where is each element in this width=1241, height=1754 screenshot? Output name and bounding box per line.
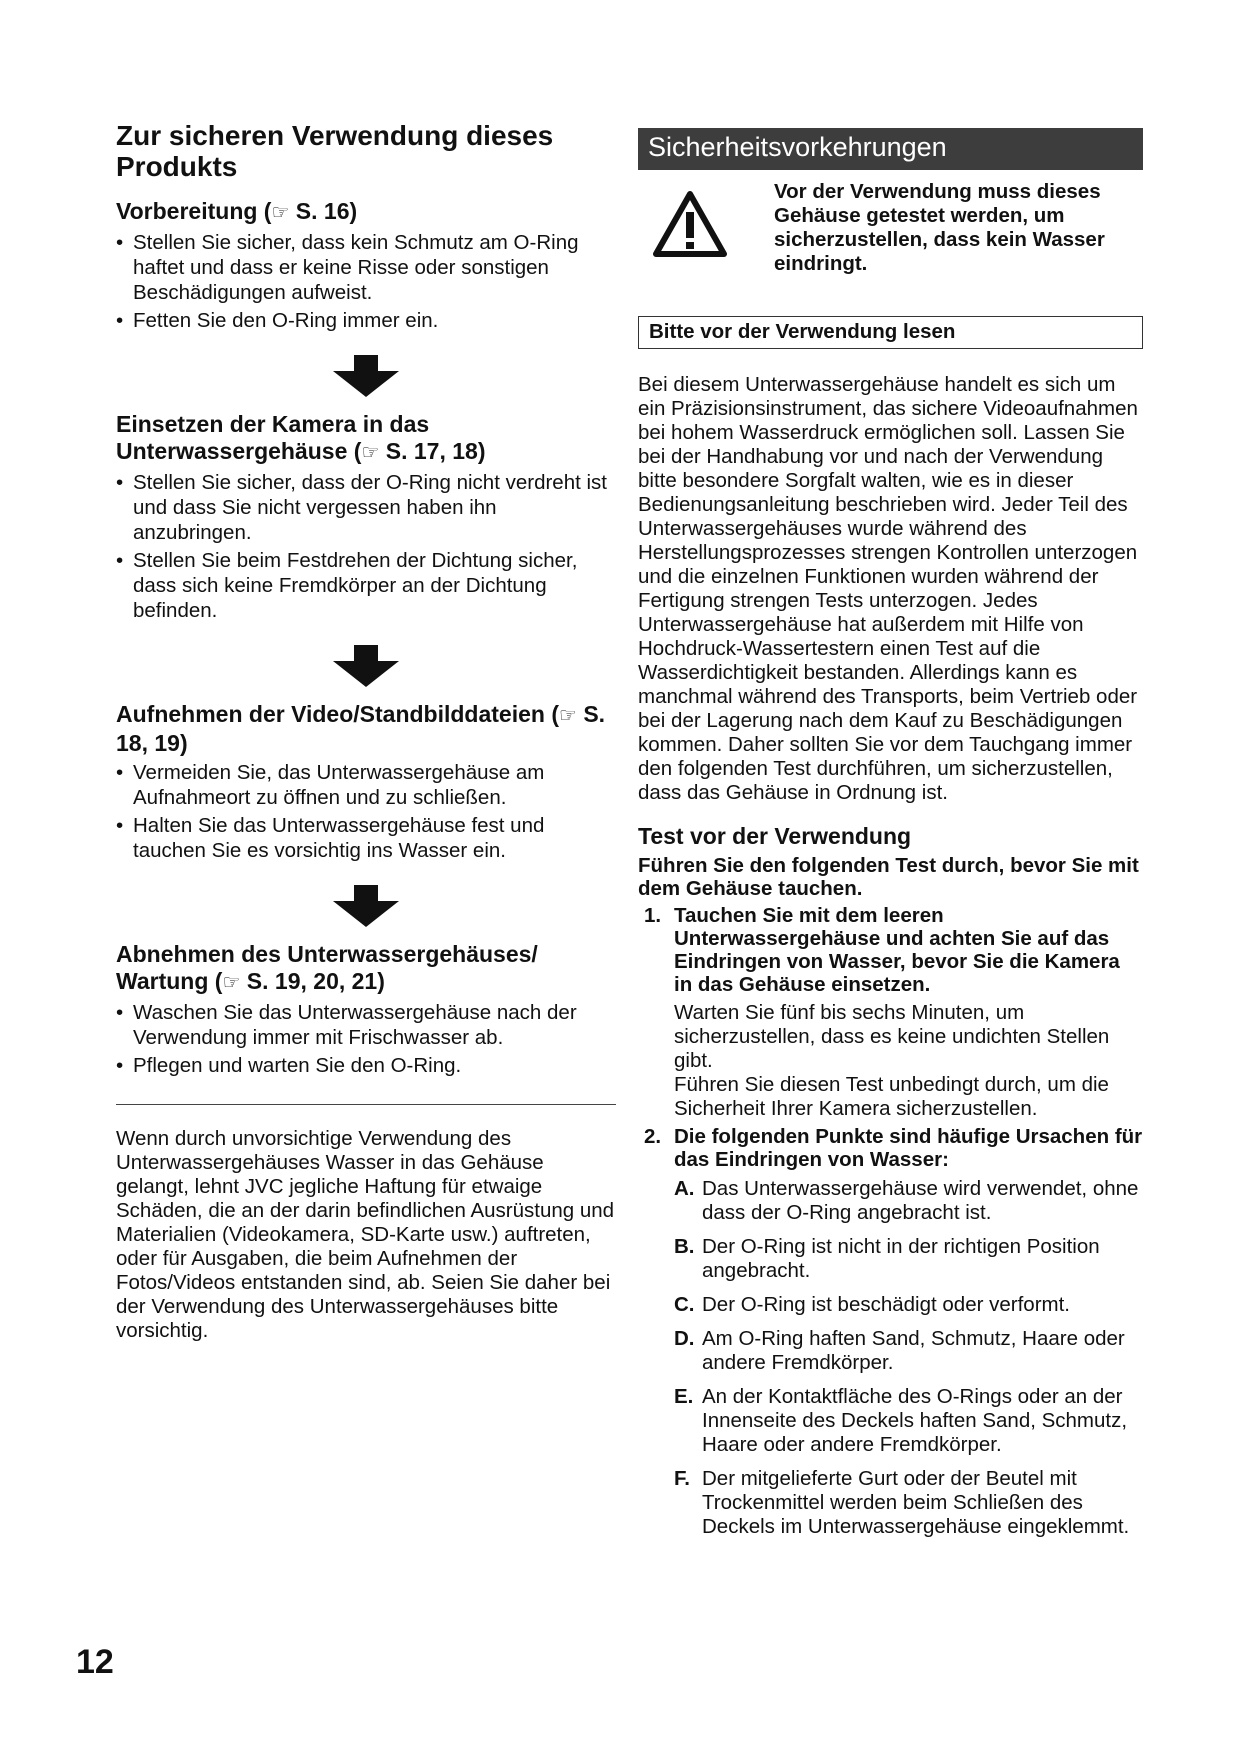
list-item: E. An der Kontaktfläche des O-Rings oder an der Innenseite des Deckels haften Sand, Schmutz, Haare oder andere Fremdkörper. (674, 1385, 1128, 1456)
page-number: 12 (76, 1643, 114, 1681)
list-item: F. Der mitgelieferte Gurt oder der Beutel mit Trockenmittel werden beim Schließen des Deckels im Unterwassergehäuse eingeklemmt. (674, 1467, 1130, 1538)
list-item: • Halten Sie das Unterwassergehäuse fest und tauchen Sie es vorsichtig ins Wasser ein. (116, 813, 616, 863)
down-arrow-icon (333, 885, 399, 927)
bullet-list (116, 760, 616, 863)
list-item: • Fetten Sie den O-Ring immer ein. (116, 308, 616, 333)
warning-block (638, 180, 1143, 276)
reference-hand-icon: ☞ (222, 972, 241, 994)
test-intro: Führen Sie den folgenden Test durch, bevor Sie mit dem Gehäuse tauchen. (638, 854, 1139, 900)
section-banner: Sicherheitsvorkehrungen (638, 128, 1143, 170)
section-removal-maintenance (116, 941, 616, 1078)
down-arrow-icon (333, 355, 399, 397)
section-title: Einsetzen der Kamera in das Unterwassergehäuse (☞ S. 17, 18) (116, 411, 486, 464)
list-item: • Pflegen und warten Sie den O-Ring. (116, 1053, 616, 1078)
reference-hand-icon: ☞ (559, 705, 577, 727)
disclaimer-text: Wenn durch unvorsichtige Verwendung des Unterwassergehäuses Wasser in das Gehäuse gelangt, lehnt JVC jegliche Haftung für etwaige Schäden, die an der darin befindlichen Ausrüstung und Materialien (Videokamera, SD-Karte usw.) auftreten, oder für Ausgaben, die beim Aufnehmen der Fotos/Videos entstanden sind, ab. Seien Sie daher bei der Verwendung des Unterwassergehäuses bitte vorsichtig. (116, 1127, 615, 1342)
section-preparation (116, 198, 616, 333)
bullet-list (116, 1000, 616, 1078)
list-item: • Vermeiden Sie, das Unterwassergehäuse am Aufnahmeort zu öffnen und zu schließen. (116, 760, 616, 810)
reference-hand-icon: ☞ (361, 442, 380, 464)
left-column (116, 120, 616, 1343)
section-insert-camera (116, 411, 616, 623)
step-text: Führen Sie diesen Test unbedingt durch, um die Sicherheit Ihrer Kamera sicherzustellen. (674, 1073, 1109, 1120)
section-title: Aufnehmen der Video/Standbilddateien (☞ S. 18, 19) (116, 701, 606, 756)
section-title: Vorbereitung (☞ S. 16) (116, 198, 358, 224)
list-item: • Stellen Sie beim Festdrehen der Dichtung sicher, dass sich keine Fremdkörper an der Dichtung befinden. (116, 548, 616, 623)
list-item: D. Am O-Ring haften Sand, Schmutz, Haare oder andere Fremdkörper. (674, 1327, 1125, 1374)
divider (116, 1104, 616, 1105)
step-number: 2. (644, 1125, 662, 1148)
test-title: Test vor der Verwendung (638, 823, 912, 849)
list-item: • Waschen Sie das Unterwassergehäuse nach der Verwendung immer mit Frischwasser ab. (116, 1000, 616, 1050)
section-title: Abnehmen des Unterwassergehäuses/ Wartung (☞ S. 19, 20, 21) (116, 941, 538, 994)
step-text: Warten Sie fünf bis sechs Minuten, um sicherzustellen, dass es keine undichten Stellen gibt. (674, 1001, 1110, 1072)
list-item: • Stellen Sie sicher, dass kein Schmutz am O-Ring haftet und dass er keine Risse oder sonstigen Beschädigungen aufweist. (116, 230, 616, 305)
step-1 (638, 904, 1143, 1121)
warning-triangle-icon (652, 190, 728, 258)
step-number: 1. (644, 904, 662, 927)
list-item: B. Der O-Ring ist nicht in der richtigen Position angebracht. (674, 1235, 1100, 1282)
list-item: • Stellen Sie sicher, dass der O-Ring nicht verdreht ist und dass Sie nicht vergessen haben ihn anzubringen. (116, 470, 616, 545)
bullet-list (116, 230, 616, 333)
body-text: Bei diesem Unterwassergehäuse handelt es sich um ein Präzisionsinstrument, das sichere Videoaufnahmen bei hohem Wasserdruck ermöglichen soll. Lassen Sie bei der Handhabung vor und nach der Verwendung bitte besondere Sorgfalt walten, wie es in dieser Bedienungsanleitung beschrieben wird. Jeder Teil des Unterwassergehäuses wurde während des Herstellungsprozesses strengen Kontrollen unterzogen und die einzelnen Funktionen wurden während der Fertigung strengen Tests unterzogen. Jedes Unterwassergehäuse hat außerdem mit Hilfe von Hochdruck-Wassertestern einen Test auf die Wasserdichtigkeit bestanden. Allerdings kann es manchmal während des Transports, beim Vertrieb oder bei der Lagerung nach dem Kauf zu Beschädigungen kommen. Daher sollten Sie vor dem Tauchgang immer den folgenden Test durchführen, um sicherzustellen, dass das Gehäuse in Ordnung ist. (638, 373, 1138, 804)
section-recording (116, 701, 616, 863)
right-column (638, 128, 1143, 1549)
step-heading: Die folgenden Punkte sind häufige Ursachen für das Eindringen von Wasser: (674, 1125, 1143, 1171)
warning-text: Vor der Verwendung muss dieses Gehäuse getestet werden, um sicherzustellen, dass kein Wasser eindringt. (774, 180, 1105, 275)
list-item: A. Das Unterwassergehäuse wird verwendet, ohne dass der O-Ring angebracht ist. (674, 1177, 1139, 1224)
list-item: C. Der O-Ring ist beschädigt oder verformt. (674, 1293, 1070, 1316)
cause-list (674, 1177, 1143, 1539)
bullet-list (116, 470, 616, 623)
read-before-use-box: Bitte vor der Verwendung lesen (638, 316, 1143, 349)
reference-hand-icon: ☞ (271, 202, 290, 224)
step-heading: Tauchen Sie mit dem leeren Unterwassergehäuse und achten Sie auf das Eindringen von Wasser, bevor Sie die Kamera in das Gehäuse einsetzen. (674, 904, 1120, 996)
step-2 (638, 1125, 1143, 1549)
page-title: Zur sicheren Verwendung dieses Produkts (116, 120, 554, 182)
down-arrow-icon (333, 645, 399, 687)
